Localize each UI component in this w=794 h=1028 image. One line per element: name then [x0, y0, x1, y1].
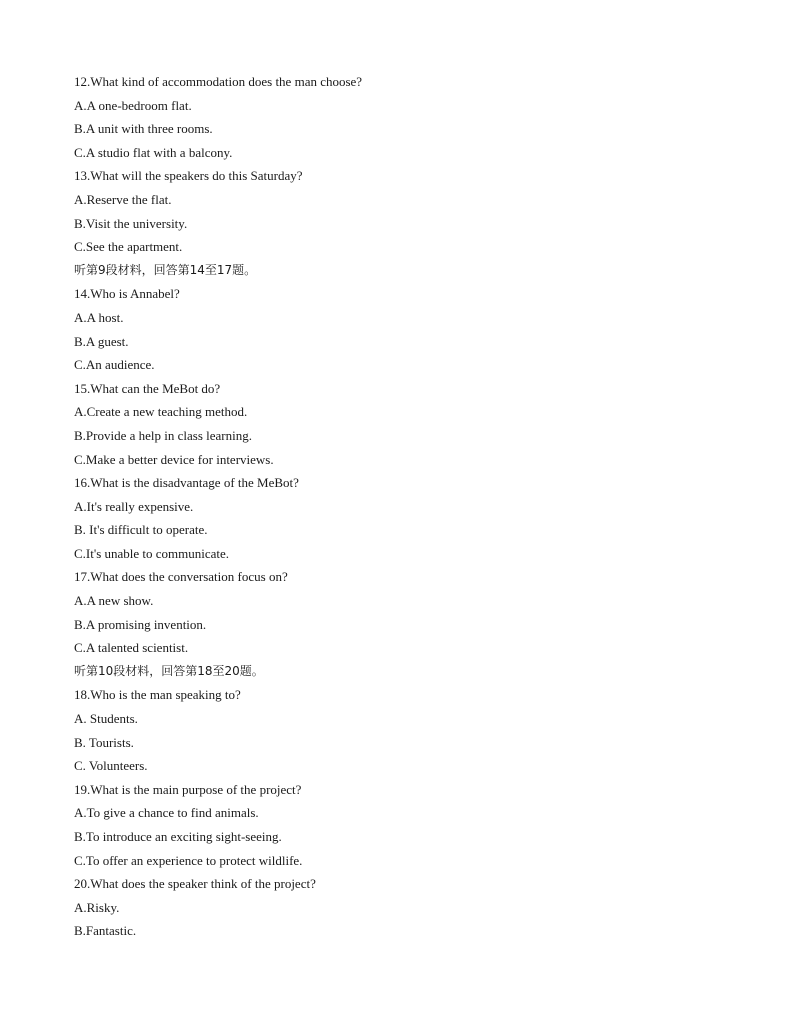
- option-19-a: A.To give a chance to find animals.: [74, 805, 259, 821]
- option-19-c: C.To offer an experience to protect wildlife.: [74, 852, 303, 868]
- option-19-b: B.To introduce an exciting sight-seeing.: [74, 829, 282, 844]
- document-page: [74, 70, 734, 943]
- option-20-b: B.Fantastic.: [74, 923, 137, 939]
- option-13-a: A.Reserve the flat.: [74, 191, 172, 207]
- section-instruction-9: 听第9段材料，回答第14至17题。: [74, 262, 257, 277]
- question-15: 15.What can the MeBot do?: [74, 380, 221, 396]
- option-17-b: B.A promising invention.: [74, 616, 207, 632]
- option-15-c: C.Make a better device for interviews.: [74, 451, 274, 467]
- option-16-c: C.It's unable to communicate.: [74, 545, 230, 561]
- question-12: 12.What kind of accommodation does the man choose?: [74, 74, 363, 89]
- section-instruction-10: 听第10段材料，回答第18至20题。: [74, 663, 264, 678]
- option-18-b: B. Tourists.: [74, 734, 134, 750]
- option-20-a: A.Risky.: [74, 899, 120, 915]
- option-17-a: A.A new show.: [74, 593, 154, 609]
- option-14-b: B.A guest.: [74, 333, 129, 349]
- question-20: 20.What does the speaker think of the project?: [74, 876, 316, 892]
- option-13-b: B.Visit the university.: [74, 215, 188, 231]
- option-12-b: B.A unit with three rooms.: [74, 121, 213, 137]
- option-15-b: B.Provide a help in class learning.: [74, 427, 252, 443]
- question-13: 13.What will the speakers do this Saturday?: [74, 168, 303, 184]
- option-16-b: B. It's difficult to operate.: [74, 522, 208, 538]
- question-17: 17.What does the conversation focus on?: [74, 569, 288, 585]
- question-19: 19.What is the main purpose of the project?: [74, 781, 302, 797]
- option-12-a: A.A one-bedroom flat.: [74, 97, 192, 113]
- question-18: 18.Who is the man speaking to?: [74, 687, 241, 703]
- option-18-c: C. Volunteers.: [74, 758, 148, 774]
- option-14-c: C.An audience.: [74, 357, 155, 373]
- option-15-a: A.Create a new teaching method.: [74, 404, 248, 420]
- option-12-c: C.A studio flat with a balcony.: [74, 144, 233, 160]
- option-16-a: A.It's really expensive.: [74, 498, 194, 514]
- option-18-a: A. Students.: [74, 711, 138, 727]
- option-17-c: C.A talented scientist.: [74, 640, 189, 656]
- option-13-c: C.See the apartment.: [74, 239, 183, 255]
- question-14: 14.Who is Annabel?: [74, 286, 180, 302]
- question-16: 16.What is the disadvantage of the MeBot?: [74, 475, 299, 491]
- option-14-a: A.A host.: [74, 309, 124, 325]
